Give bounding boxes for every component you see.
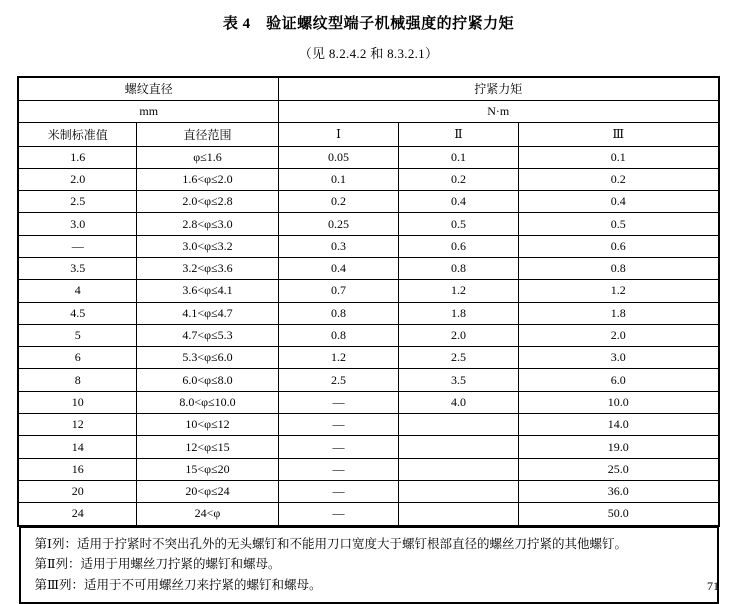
cell-torque-1: — xyxy=(279,436,399,458)
note-column-3: 第Ⅲ列：适用于不可用螺丝刀来拧紧的螺钉和螺母。 xyxy=(34,577,322,592)
table-row xyxy=(18,235,718,257)
cell-torque-2: 4.0 xyxy=(399,391,519,413)
page-number: 71 xyxy=(707,579,719,593)
cell-torque-1: 1.2 xyxy=(279,347,399,369)
table-header-columns-row xyxy=(18,122,718,146)
cell-metric-standard: 24 xyxy=(18,503,136,526)
table-row xyxy=(18,146,718,168)
header-col-2: Ⅱ xyxy=(399,122,519,146)
cell-torque-2: 3.5 xyxy=(399,369,519,391)
cell-torque-3: 0.5 xyxy=(519,213,719,235)
cell-metric-standard: 2.5 xyxy=(18,191,136,213)
header-col-1: Ⅰ xyxy=(279,122,399,146)
cell-diameter-range: 3.6<φ≤4.1 xyxy=(136,280,278,302)
cell-metric-standard: 4 xyxy=(18,280,136,302)
cell-metric-standard: 16 xyxy=(18,458,136,480)
cell-metric-standard: 3.5 xyxy=(18,257,136,279)
cell-torque-1: 0.4 xyxy=(279,257,399,279)
table-row xyxy=(18,213,718,235)
cell-torque-1: 0.1 xyxy=(279,168,399,190)
cell-torque-2: 2.0 xyxy=(399,324,519,346)
table-row xyxy=(18,168,718,190)
cell-torque-3: 19.0 xyxy=(519,436,719,458)
cell-diameter-range: 20<φ≤24 xyxy=(136,480,278,502)
cell-diameter-range: φ≤1.6 xyxy=(136,146,278,168)
cell-torque-3: 10.0 xyxy=(519,391,719,413)
cell-torque-3: 1.8 xyxy=(519,302,719,324)
cell-torque-3: 14.0 xyxy=(519,414,719,436)
page-subtitle: （见 8.2.4.2 和 8.3.2.1） xyxy=(298,46,439,61)
table-row xyxy=(18,458,718,480)
cell-torque-1: 0.3 xyxy=(279,235,399,257)
cell-torque-3: 6.0 xyxy=(519,369,719,391)
cell-diameter-range: 3.2<φ≤3.6 xyxy=(136,257,278,279)
cell-torque-3: 0.4 xyxy=(519,191,719,213)
document-page xyxy=(0,12,737,604)
cell-metric-standard: 10 xyxy=(18,391,136,413)
cell-metric-standard: 5 xyxy=(18,324,136,346)
cell-torque-2: 0.8 xyxy=(399,257,519,279)
cell-torque-2 xyxy=(399,436,519,458)
header-col-3: Ⅲ xyxy=(519,122,719,146)
header-group-torque: 拧紧力矩 xyxy=(279,77,719,100)
cell-torque-2: 2.5 xyxy=(399,347,519,369)
cell-diameter-range: 4.7<φ≤5.3 xyxy=(136,324,278,346)
cell-torque-2: 0.1 xyxy=(399,146,519,168)
table-header-group-row xyxy=(18,77,718,100)
cell-diameter-range: 1.6<φ≤2.0 xyxy=(136,168,278,190)
header-unit-mm: mm xyxy=(18,100,278,122)
cell-torque-1: — xyxy=(279,503,399,526)
cell-diameter-range: 12<φ≤15 xyxy=(136,436,278,458)
cell-torque-2: 0.2 xyxy=(399,168,519,190)
cell-torque-1: — xyxy=(279,391,399,413)
cell-diameter-range: 3.0<φ≤3.2 xyxy=(136,235,278,257)
cell-diameter-range: 24<φ xyxy=(136,503,278,526)
cell-metric-standard: 1.6 xyxy=(18,146,136,168)
note-column-1: 第Ⅰ列：适用于拧紧时不突出孔外的无头螺钉和不能用刀口宽度大于螺钉根部直径的螺丝刀拧紧的其他螺钉。 xyxy=(34,536,627,551)
table-row xyxy=(18,391,718,413)
cell-diameter-range: 5.3<φ≤6.0 xyxy=(136,347,278,369)
cell-torque-2: 1.2 xyxy=(399,280,519,302)
table-row xyxy=(18,503,718,526)
table-notes xyxy=(19,527,719,604)
cell-torque-1: 2.5 xyxy=(279,369,399,391)
table-row xyxy=(18,191,718,213)
cell-torque-3: 0.6 xyxy=(519,235,719,257)
table-row xyxy=(18,480,718,502)
table-row xyxy=(18,414,718,436)
cell-torque-1: — xyxy=(279,414,399,436)
cell-torque-3: 50.0 xyxy=(519,503,719,526)
cell-torque-3: 0.8 xyxy=(519,257,719,279)
cell-torque-3: 1.2 xyxy=(519,280,719,302)
cell-metric-standard: — xyxy=(18,235,136,257)
cell-diameter-range: 6.0<φ≤8.0 xyxy=(136,369,278,391)
cell-torque-1: — xyxy=(279,480,399,502)
cell-metric-standard: 6 xyxy=(18,347,136,369)
cell-torque-2 xyxy=(399,414,519,436)
table-row xyxy=(18,324,718,346)
cell-metric-standard: 20 xyxy=(18,480,136,502)
cell-metric-standard: 12 xyxy=(18,414,136,436)
cell-torque-3: 3.0 xyxy=(519,347,719,369)
cell-torque-1: 0.2 xyxy=(279,191,399,213)
table-row xyxy=(18,257,718,279)
cell-metric-standard: 8 xyxy=(18,369,136,391)
table-row xyxy=(18,302,718,324)
cell-torque-3: 2.0 xyxy=(519,324,719,346)
cell-torque-3: 25.0 xyxy=(519,458,719,480)
cell-torque-2: 0.5 xyxy=(399,213,519,235)
table-header-unit-row xyxy=(18,100,718,122)
cell-torque-1: — xyxy=(279,458,399,480)
note-column-2: 第Ⅱ列：适用于用螺丝刀拧紧的螺钉和螺母。 xyxy=(34,557,281,572)
cell-diameter-range: 2.0<φ≤2.8 xyxy=(136,191,278,213)
cell-torque-3: 36.0 xyxy=(519,480,719,502)
torque-table xyxy=(17,76,719,527)
cell-torque-2 xyxy=(399,480,519,502)
cell-torque-3: 0.2 xyxy=(519,168,719,190)
cell-torque-2 xyxy=(399,458,519,480)
cell-diameter-range: 15<φ≤20 xyxy=(136,458,278,480)
cell-torque-1: 0.7 xyxy=(279,280,399,302)
cell-torque-2: 0.6 xyxy=(399,235,519,257)
cell-diameter-range: 8.0<φ≤10.0 xyxy=(136,391,278,413)
header-unit-nm: N·m xyxy=(279,100,719,122)
header-col-diameter-range: 直径范围 xyxy=(136,122,278,146)
cell-torque-1: 0.05 xyxy=(279,146,399,168)
cell-torque-1: 0.25 xyxy=(279,213,399,235)
table-row xyxy=(18,369,718,391)
cell-torque-1: 0.8 xyxy=(279,302,399,324)
cell-torque-3: 0.1 xyxy=(519,146,719,168)
table-row xyxy=(18,436,718,458)
cell-diameter-range: 2.8<φ≤3.0 xyxy=(136,213,278,235)
cell-torque-2 xyxy=(399,503,519,526)
cell-metric-standard: 2.0 xyxy=(18,168,136,190)
cell-torque-2: 1.8 xyxy=(399,302,519,324)
cell-metric-standard: 14 xyxy=(18,436,136,458)
cell-torque-2: 0.4 xyxy=(399,191,519,213)
table-row xyxy=(18,280,718,302)
cell-diameter-range: 4.1<φ≤4.7 xyxy=(136,302,278,324)
cell-metric-standard: 4.5 xyxy=(18,302,136,324)
cell-metric-standard: 3.0 xyxy=(18,213,136,235)
header-group-thread-diameter: 螺纹直径 xyxy=(18,77,278,100)
page-title: 表 4 验证螺纹型端子机械强度的拧紧力矩 xyxy=(222,16,515,32)
cell-torque-1: 0.8 xyxy=(279,324,399,346)
cell-diameter-range: 10<φ≤12 xyxy=(136,414,278,436)
header-col-metric-standard: 米制标准值 xyxy=(18,122,136,146)
table-row xyxy=(18,347,718,369)
